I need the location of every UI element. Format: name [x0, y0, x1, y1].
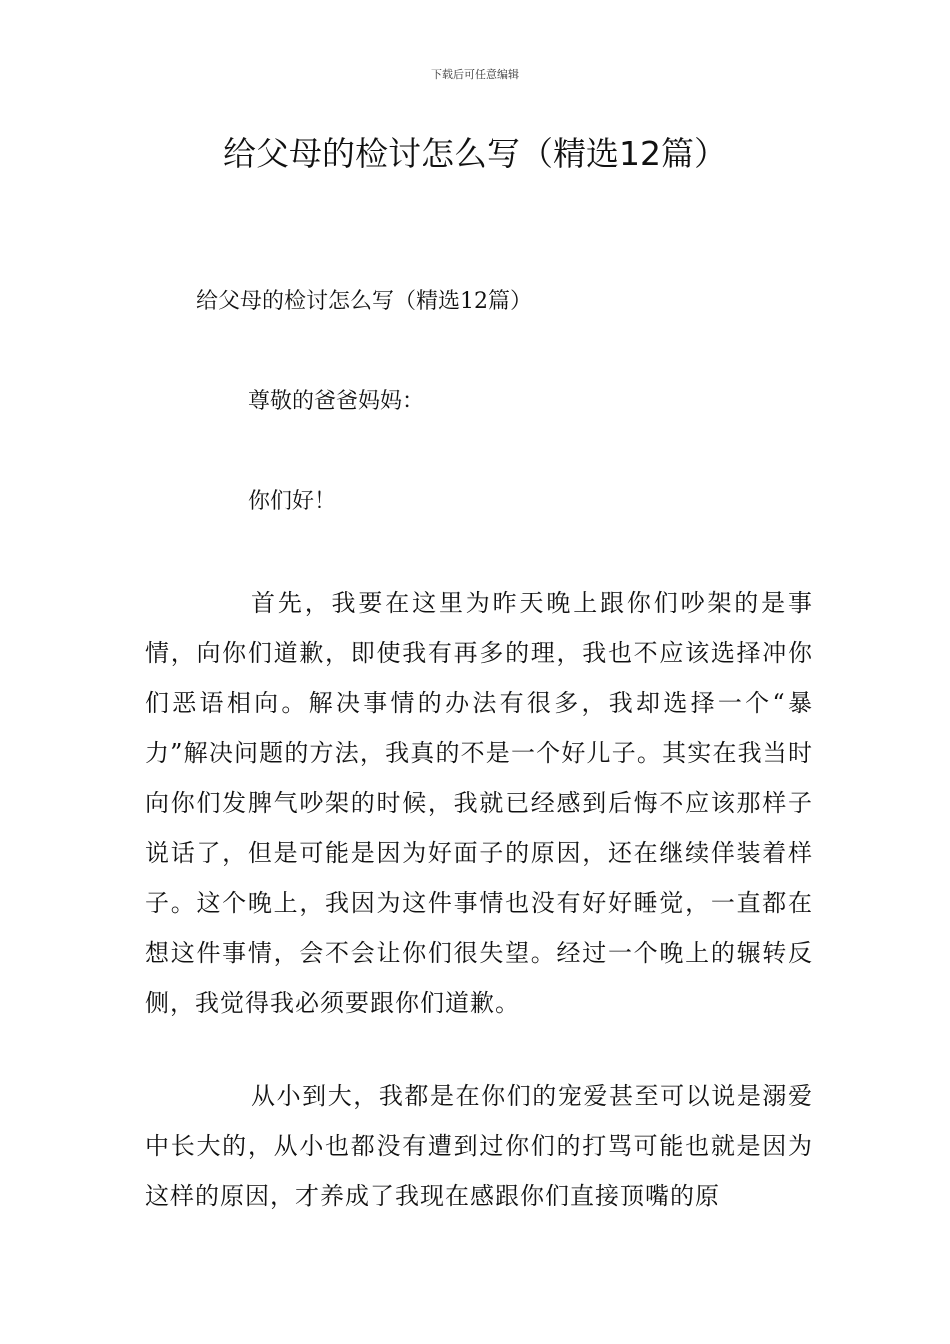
- salutation: 尊敬的爸爸妈妈：: [248, 389, 425, 414]
- page-title: 给父母的检讨怎么写（精选12篇）: [223, 134, 727, 173]
- document-subtitle: 给父母的检讨怎么写（精选12篇）: [196, 289, 532, 314]
- header-note: 下载后可任意编辑: [431, 68, 519, 81]
- body-paragraph-2: 从小到大，我都是在你们的宠爱甚至可以说是溺爱中长大的，从小也都没有遭到过你们的打骂可能也就是因为这样的原因，才养成了我现在感跟你们直接顶嘴的原: [145, 1082, 813, 1210]
- greeting-line: 你们好！: [248, 489, 337, 514]
- body-paragraph-1: 首先，我要在这里为昨天晚上跟你们吵架的是事情，向你们道歉，即使我有再多的理，我也不应该选择冲你们恶语相向。解决事情的办法有很多，我却选择一个“暴力”解决问题的方法，我真的不是一个好儿子。其实在我当时向你们发脾气吵架的时候，我就已经感到后悔不应该那样子说话了，但是可能是因为好面子的原因，还在继续佯装着样子。这个晚上，我因为这件事情也没有好好睡觉，一直都在想这件事情，会不会让你们很失望。经过一个晚上的辗转反侧，我觉得我必须要跟你们道歉。: [145, 589, 813, 1017]
